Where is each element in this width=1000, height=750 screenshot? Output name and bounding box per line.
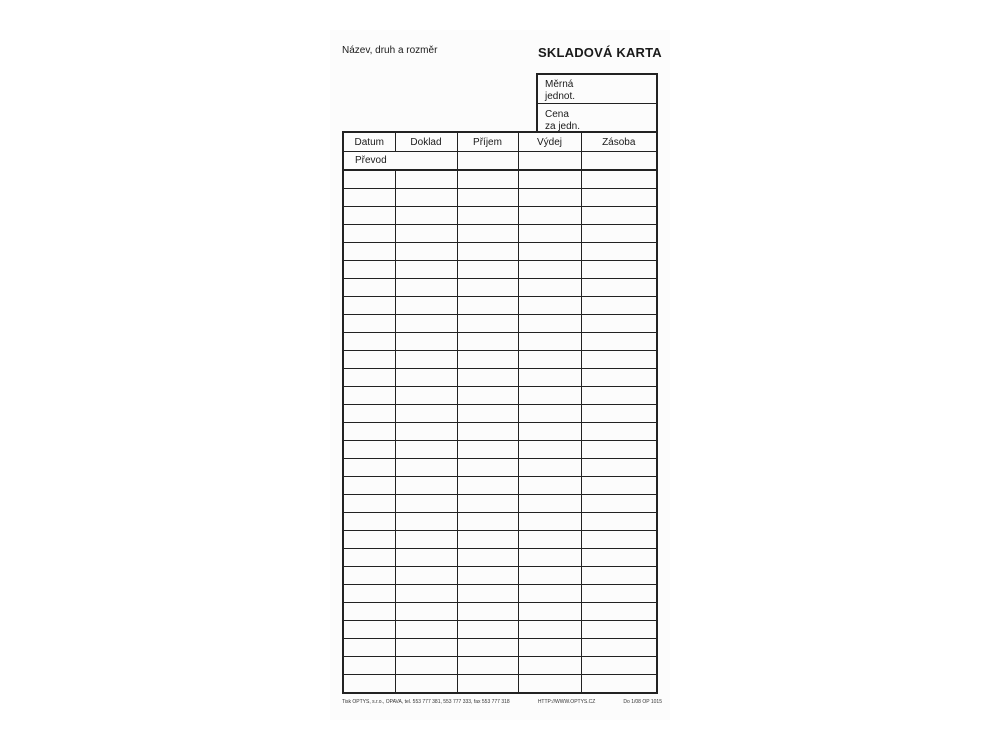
- price-label-line2: za jedn.: [545, 121, 581, 132]
- table-cell[interactable]: [343, 369, 395, 387]
- table-cell[interactable]: [343, 657, 395, 675]
- table-cell[interactable]: [518, 495, 581, 513]
- table-cell[interactable]: [518, 152, 581, 171]
- table-cell[interactable]: [518, 621, 581, 639]
- unit-label-line1: Měrná: [545, 79, 574, 90]
- table-cell[interactable]: [581, 261, 657, 279]
- table-cell[interactable]: [581, 207, 657, 225]
- column-header-datum: Datum: [343, 132, 395, 152]
- table-cell[interactable]: [395, 513, 457, 531]
- table-cell[interactable]: [457, 243, 518, 261]
- table-cell[interactable]: [395, 459, 457, 477]
- table-row: [343, 279, 657, 297]
- table-cell[interactable]: [581, 369, 657, 387]
- table-cell[interactable]: [518, 369, 581, 387]
- table-row: [343, 170, 657, 189]
- unit-price-box: [536, 73, 658, 133]
- table-cell[interactable]: [343, 279, 395, 297]
- table-cell[interactable]: [395, 297, 457, 315]
- table-cell[interactable]: [518, 279, 581, 297]
- table-cell[interactable]: [518, 261, 581, 279]
- unit-cell: [538, 75, 656, 104]
- table-row: [343, 657, 657, 675]
- column-header-vydej: Výdej: [518, 132, 581, 152]
- table-cell[interactable]: [457, 152, 518, 171]
- table-cell[interactable]: [518, 657, 581, 675]
- table-cell[interactable]: [518, 243, 581, 261]
- table-cell[interactable]: [581, 279, 657, 297]
- table-cell[interactable]: [343, 351, 395, 369]
- table-cell[interactable]: [457, 603, 518, 621]
- table-cell[interactable]: [343, 405, 395, 423]
- table-cell[interactable]: [457, 207, 518, 225]
- table-cell[interactable]: [581, 351, 657, 369]
- table-cell[interactable]: [581, 189, 657, 207]
- stock-ledger-table: [342, 131, 658, 694]
- printer-url: HTTP://WWW.OPTYS.CZ: [537, 699, 596, 705]
- table-row: [343, 603, 657, 621]
- table-cell[interactable]: [581, 441, 657, 459]
- table-cell[interactable]: [395, 549, 457, 567]
- print-footer: [342, 699, 662, 705]
- table-cell[interactable]: [395, 495, 457, 513]
- table-row: [343, 549, 657, 567]
- table-cell[interactable]: [581, 477, 657, 495]
- printer-info: Tisk OPTYS, s.r.o., OPAVA, tel. 553 777 381, 553 777 333, fax 553 777 318: [342, 699, 510, 705]
- table-cell[interactable]: [518, 225, 581, 243]
- table-cell[interactable]: [581, 459, 657, 477]
- table-cell[interactable]: [518, 333, 581, 351]
- table-cell[interactable]: [457, 477, 518, 495]
- table-row: [343, 315, 657, 333]
- table-cell[interactable]: [518, 405, 581, 423]
- table-cell[interactable]: [518, 567, 581, 585]
- table-row: [343, 189, 657, 207]
- table-cell[interactable]: [518, 351, 581, 369]
- table-cell[interactable]: [457, 639, 518, 657]
- table-cell[interactable]: [343, 441, 395, 459]
- table-cell[interactable]: [395, 657, 457, 675]
- table-cell[interactable]: [518, 423, 581, 441]
- table-cell[interactable]: [581, 333, 657, 351]
- table-cell[interactable]: [343, 477, 395, 495]
- table-cell[interactable]: [518, 477, 581, 495]
- table-cell[interactable]: [395, 405, 457, 423]
- column-header-prijem: Příjem: [457, 132, 518, 152]
- table-cell[interactable]: [581, 152, 657, 171]
- table-cell[interactable]: [518, 315, 581, 333]
- table-cell[interactable]: [518, 189, 581, 207]
- table-cell[interactable]: [395, 207, 457, 225]
- table-cell[interactable]: [343, 189, 395, 207]
- table-cell[interactable]: [395, 279, 457, 297]
- table-cell[interactable]: [518, 170, 581, 189]
- table-cell[interactable]: [343, 459, 395, 477]
- table-cell[interactable]: [395, 369, 457, 387]
- table-cell[interactable]: [581, 621, 657, 639]
- table-cell[interactable]: [457, 261, 518, 279]
- table-row: [343, 423, 657, 441]
- table-row: [343, 621, 657, 639]
- table-cell[interactable]: [581, 639, 657, 657]
- table-cell[interactable]: [581, 567, 657, 585]
- table-cell[interactable]: [581, 170, 657, 189]
- table-cell[interactable]: [395, 243, 457, 261]
- table-row: [343, 639, 657, 657]
- table-cell[interactable]: [457, 675, 518, 694]
- unit-label-line2: jednot.: [545, 91, 576, 102]
- table-cell[interactable]: [395, 351, 457, 369]
- table-cell[interactable]: [395, 441, 457, 459]
- table-cell[interactable]: [343, 513, 395, 531]
- table-cell[interactable]: [343, 639, 395, 657]
- table-cell[interactable]: [395, 675, 457, 694]
- table-cell[interactable]: [457, 170, 518, 189]
- table-cell[interactable]: [457, 495, 518, 513]
- table-cell[interactable]: [395, 567, 457, 585]
- table-cell[interactable]: [518, 441, 581, 459]
- table-cell[interactable]: [395, 225, 457, 243]
- table-cell[interactable]: [457, 351, 518, 369]
- table-cell[interactable]: [457, 333, 518, 351]
- table-cell[interactable]: [581, 549, 657, 567]
- table-cell[interactable]: [395, 189, 457, 207]
- table-cell[interactable]: [457, 225, 518, 243]
- table-cell[interactable]: [518, 639, 581, 657]
- table-cell[interactable]: [457, 297, 518, 315]
- table-cell[interactable]: [581, 387, 657, 405]
- table-cell[interactable]: [343, 585, 395, 603]
- table-cell[interactable]: [395, 477, 457, 495]
- table-cell[interactable]: [343, 261, 395, 279]
- table-cell[interactable]: [457, 585, 518, 603]
- table-cell[interactable]: [581, 531, 657, 549]
- table-cell[interactable]: [343, 333, 395, 351]
- table-row: [343, 513, 657, 531]
- table-cell[interactable]: [395, 387, 457, 405]
- table-cell[interactable]: [518, 297, 581, 315]
- table-cell[interactable]: [343, 297, 395, 315]
- table-cell[interactable]: [581, 657, 657, 675]
- table-cell[interactable]: [343, 531, 395, 549]
- table-row: [343, 333, 657, 351]
- table-cell[interactable]: [457, 423, 518, 441]
- table-cell[interactable]: [395, 585, 457, 603]
- table-row: [343, 243, 657, 261]
- table-row: [343, 441, 657, 459]
- table-cell[interactable]: [457, 405, 518, 423]
- table-cell[interactable]: [581, 315, 657, 333]
- table-cell[interactable]: [457, 513, 518, 531]
- transfer-label: Převod: [343, 152, 457, 171]
- table-cell[interactable]: [457, 315, 518, 333]
- table-row: [343, 225, 657, 243]
- table-cell[interactable]: [457, 441, 518, 459]
- table-cell[interactable]: [395, 315, 457, 333]
- table-cell[interactable]: [343, 387, 395, 405]
- table-cell[interactable]: [343, 315, 395, 333]
- table-cell[interactable]: [518, 513, 581, 531]
- table-cell[interactable]: [395, 261, 457, 279]
- table-row: [343, 495, 657, 513]
- table-cell[interactable]: [581, 585, 657, 603]
- table-cell[interactable]: [343, 170, 395, 189]
- table-row: [343, 531, 657, 549]
- table-cell[interactable]: [395, 639, 457, 657]
- table-row: [343, 351, 657, 369]
- table-cell[interactable]: [581, 243, 657, 261]
- table-cell[interactable]: [395, 603, 457, 621]
- table-header-row: [343, 132, 657, 152]
- table-row: [343, 369, 657, 387]
- table-cell[interactable]: [395, 170, 457, 189]
- table-cell[interactable]: [581, 675, 657, 694]
- table-row: [343, 387, 657, 405]
- table-cell[interactable]: [581, 297, 657, 315]
- table-cell[interactable]: [343, 423, 395, 441]
- table-cell[interactable]: [457, 549, 518, 567]
- price-label-line1: Cena: [545, 109, 569, 120]
- table-cell[interactable]: [395, 333, 457, 351]
- table-cell[interactable]: [343, 549, 395, 567]
- table-row: [343, 459, 657, 477]
- table-cell[interactable]: [343, 675, 395, 694]
- table-cell[interactable]: [581, 603, 657, 621]
- table-cell[interactable]: [581, 225, 657, 243]
- table-cell[interactable]: [395, 531, 457, 549]
- price-cell: [538, 105, 656, 134]
- table-cell[interactable]: [518, 207, 581, 225]
- table-cell[interactable]: [518, 675, 581, 694]
- table-cell[interactable]: [343, 225, 395, 243]
- item-name-label: Název, druh a rozměr: [342, 45, 438, 56]
- table-cell[interactable]: [457, 279, 518, 297]
- table-cell[interactable]: [518, 585, 581, 603]
- table-cell[interactable]: [343, 621, 395, 639]
- table-cell[interactable]: [395, 621, 457, 639]
- table-row: [343, 477, 657, 495]
- table-cell[interactable]: [343, 495, 395, 513]
- column-header-zasoba: Zásoba: [581, 132, 657, 152]
- table-cell[interactable]: [581, 495, 657, 513]
- table-row: [343, 675, 657, 694]
- table-row: [343, 405, 657, 423]
- table-cell[interactable]: [343, 567, 395, 585]
- table-cell[interactable]: [581, 405, 657, 423]
- table-cell[interactable]: [343, 207, 395, 225]
- table-cell[interactable]: [457, 621, 518, 639]
- table-cell[interactable]: [343, 603, 395, 621]
- table-row: [343, 261, 657, 279]
- table-row: [343, 585, 657, 603]
- column-header-doklad: Doklad: [395, 132, 457, 152]
- table-cell[interactable]: [581, 513, 657, 531]
- table-cell[interactable]: [518, 603, 581, 621]
- table-cell[interactable]: [581, 423, 657, 441]
- table-cell[interactable]: [518, 387, 581, 405]
- table-cell[interactable]: [343, 243, 395, 261]
- table-cell[interactable]: [457, 189, 518, 207]
- table-cell[interactable]: [457, 369, 518, 387]
- table-cell[interactable]: [457, 459, 518, 477]
- table-cell[interactable]: [518, 459, 581, 477]
- table-cell[interactable]: [457, 657, 518, 675]
- form-title: SKLADOVÁ KARTA: [538, 45, 662, 60]
- transfer-row: [343, 152, 657, 171]
- table-cell[interactable]: [395, 423, 457, 441]
- table-cell[interactable]: [457, 567, 518, 585]
- table-cell[interactable]: [457, 387, 518, 405]
- table-row: [343, 207, 657, 225]
- table-cell[interactable]: [518, 531, 581, 549]
- table-cell[interactable]: [518, 549, 581, 567]
- table-row: [343, 297, 657, 315]
- table-row: [343, 567, 657, 585]
- table-cell[interactable]: [457, 531, 518, 549]
- form-code: Do 1/08 OP 1015: [623, 699, 662, 705]
